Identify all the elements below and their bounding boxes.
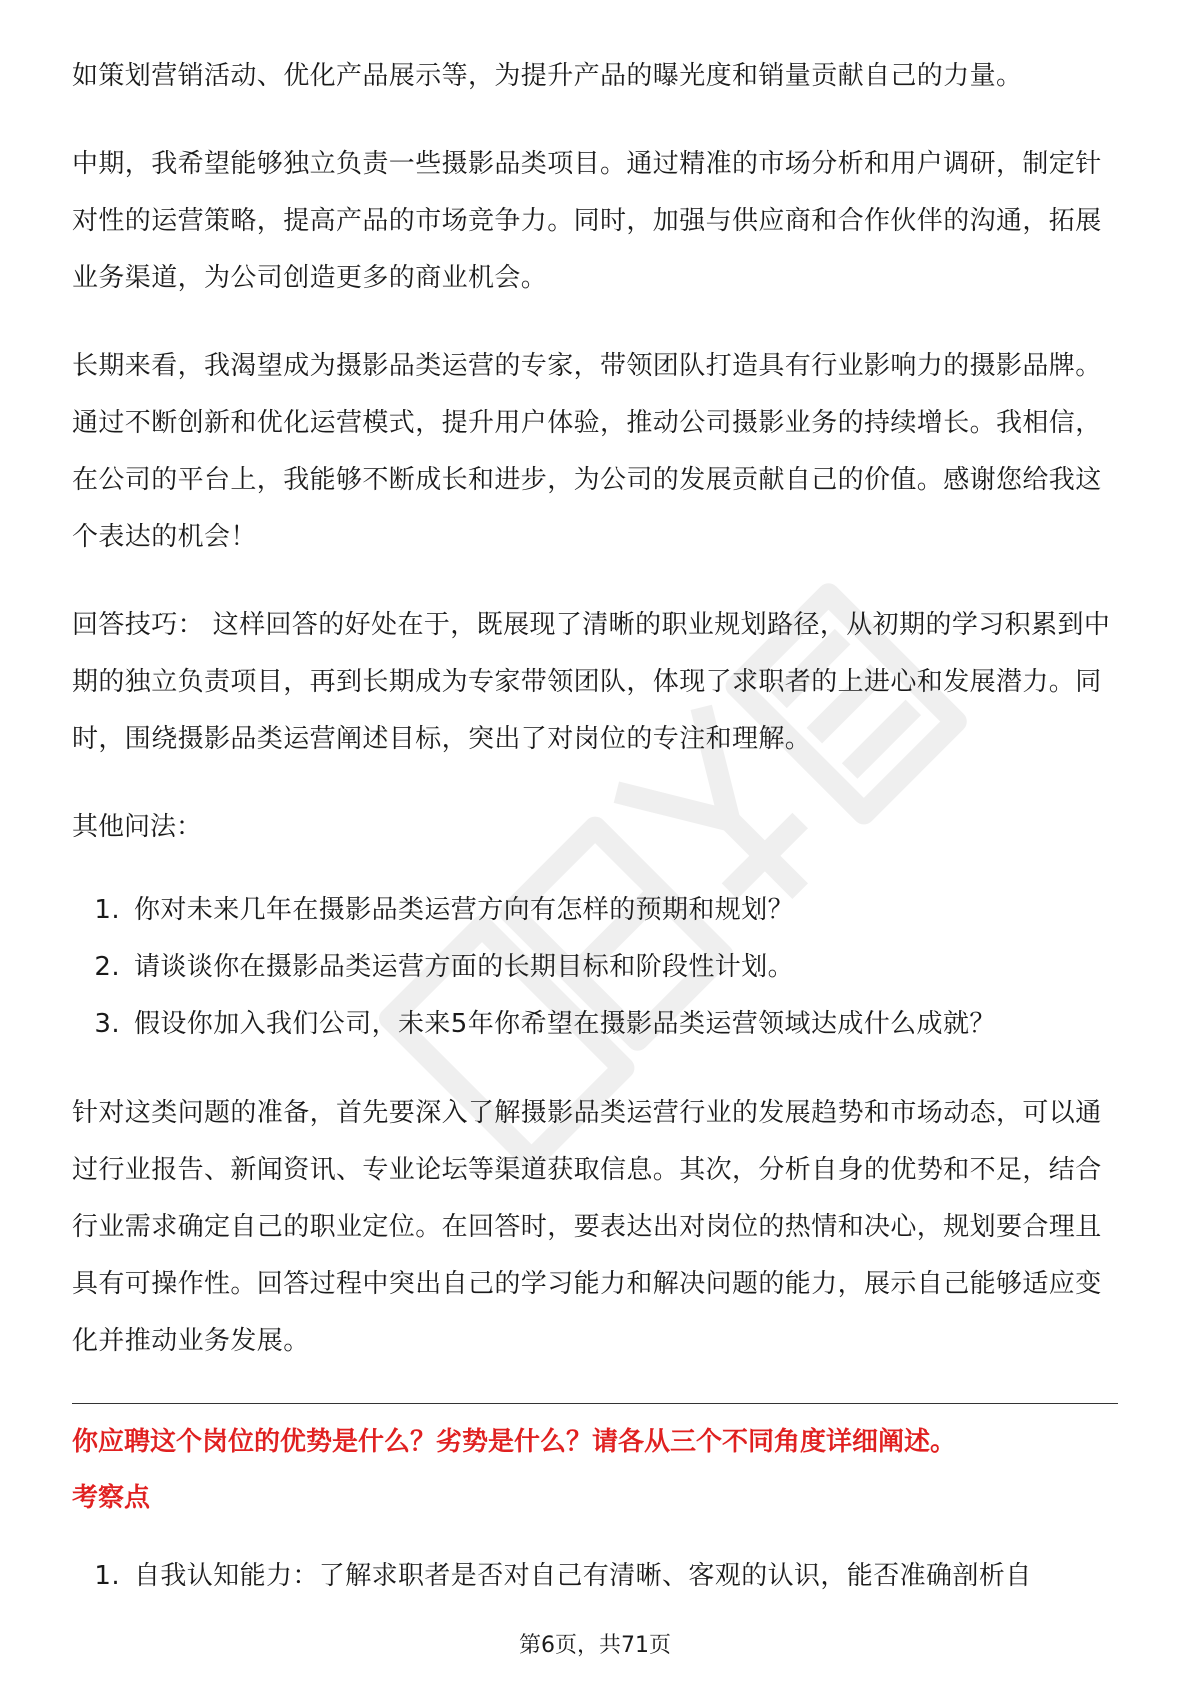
list-item	[72, 882, 1118, 939]
list-item-number: 3.	[94, 1009, 120, 1039]
document-page	[72, 48, 1118, 1637]
list-item-text: 你对未来几年在摄影品类运营方向有怎样的预期和规划？	[134, 895, 795, 925]
assessment-heading: 考察点	[72, 1483, 151, 1513]
list-item-number: 1.	[94, 895, 120, 925]
page-footer: 第6页，共71页	[519, 1633, 671, 1658]
list-item-text: 请谈谈你在摄影品类运营方面的长期目标和阶段性计划。	[134, 952, 795, 982]
paragraph-long-term: 长期来看，我渴望成为摄影品类运营的专家，带领团队打造具有行业影响力的摄影品牌。通过不断创新和优化运营模式，提升用户体验，推动公司摄影业务的持续增长。我相信，在公司的平台上，我能够不断成长和进步，为公司的发展贡献自己的价值。感谢您给我这个表达的机会！	[72, 351, 1102, 552]
section-divider	[72, 1403, 1118, 1404]
list-item-number: 1.	[94, 1561, 120, 1591]
other-questions-list	[72, 882, 1118, 1053]
paragraph-short-term-end: 如策划营销活动、优化产品展示等，为提升产品的曝光度和销量贡献自己的力量。	[72, 61, 1023, 91]
list-item-number: 2.	[94, 952, 120, 982]
list-item-text: 自我认知能力：了解求职者是否对自己有清晰、客观的认识，能否准确剖析自	[134, 1561, 1032, 1591]
list-item	[72, 996, 1118, 1053]
list-item	[72, 1548, 1118, 1605]
list-item-text: 假设你加入我们公司，未来5年你希望在摄影品类运营领域达成什么成就？	[134, 1009, 996, 1039]
next-question-title: 你应聘这个岗位的优势是什么？劣势是什么？请各从三个不同角度详细阐述。	[72, 1427, 957, 1457]
paragraph-answer-tips: 回答技巧： 这样回答的好处在于，既展现了清晰的职业规划路径，从初期的学习积累到中期的独立负责项目，再到长期成为专家带领团队，体现了求职者的上进心和发展潜力。同时，围绕摄影品类运营阐述目标，突出了对岗位的专注和理解。	[72, 610, 1111, 754]
paragraph-mid-term: 中期，我希望能够独立负责一些摄影品类项目。通过精准的市场分析和用户调研，制定针对性的运营策略，提高产品的市场竞争力。同时，加强与供应商和合作伙伴的沟通，拓展业务渠道，为公司创造更多的商业机会。	[72, 149, 1102, 293]
paragraph-preparation: 针对这类问题的准备，首先要深入了解摄影品类运营行业的发展趋势和市场动态，可以通过行业报告、新闻资讯、专业论坛等渠道获取信息。其次，分析自身的优势和不足，结合行业需求确定自己的职业定位。在回答时，要表达出对岗位的热情和决心，规划要合理且具有可操作性。回答过程中突出自己的学习能力和解决问题的能力，展示自己能够适应变化并推动业务发展。	[72, 1098, 1102, 1356]
assessment-list	[72, 1548, 1118, 1605]
list-item	[72, 939, 1118, 996]
other-questions-heading: 其他问法：	[72, 812, 203, 842]
